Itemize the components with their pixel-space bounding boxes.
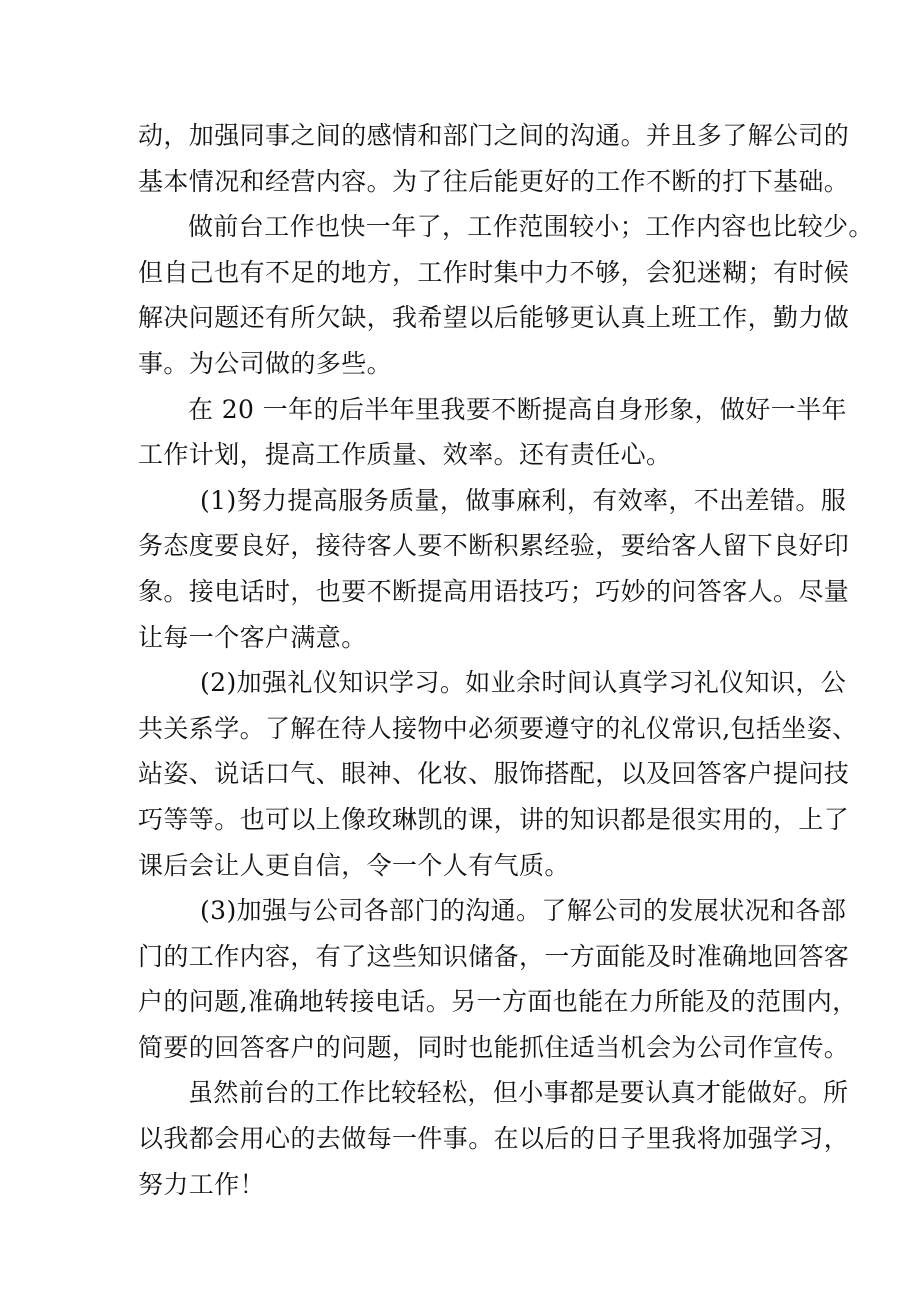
paragraph-conclusion [138, 1070, 850, 1207]
text-line: 站姿、说话口气、眼神、化妆、服饰搭配，以及回答客户提问技 [138, 759, 850, 789]
text-line: 解决问题还有所欠缺，我希望以后能够更认真上班工作，勤力做 [138, 303, 850, 333]
text-line: 让每一个客户满意。 [138, 622, 367, 652]
paragraph-reflection [138, 204, 874, 386]
text-line: (3)加强与公司各部门的沟通。了解公司的发展状况和各部 [200, 896, 847, 926]
text-line: 基本情况和经营内容。为了往后能更好的工作不断的打下基础。 [138, 166, 850, 196]
text-line: 务态度要良好，接待客人要不断积累经验，要给客人留下良好印 [138, 531, 850, 561]
text-line: 努力工作！ [138, 1169, 266, 1199]
text-line: (1)努力提高服务质量，做事麻利，有效率，不出差错。服 [200, 485, 847, 515]
paragraph-plan-intro [138, 387, 847, 478]
document-body [138, 113, 874, 1207]
text-line: 但自己也有不足的地方，工作时集中力不够，会犯迷糊；有时候 [138, 257, 850, 287]
paragraph-intro-continued [138, 113, 850, 204]
paragraph-plan-item-3 [138, 888, 858, 1070]
text-line: 在 20 一年的后半年里我要不断提高自身形象，做好一半年 [188, 394, 847, 424]
text-line: 象。接电话时，也要不断提高用语技巧；巧妙的问答客人。尽量 [138, 576, 850, 606]
text-line: 门的工作内容，有了这些知识储备，一方面能及时准确地回答客 [138, 941, 850, 971]
text-line: 共关系学。了解在待人接物中必须要遵守的礼仪常识,包括坐姿、 [138, 713, 858, 743]
text-line: 以我都会用心的去做每一件事。在以后的日子里我将加强学习， [138, 1124, 850, 1154]
text-line: 事。为公司做的多些。 [138, 348, 393, 378]
text-line: 虽然前台的工作比较轻松，但小事都是要认真才能做好。所 [188, 1078, 849, 1108]
text-line: 巧等等。也可以上像玫琳凯的课，讲的知识都是很实用的，上了 [138, 804, 850, 834]
text-line: 户的问题,准确地转接电话。另一方面也能在力所能及的范围内， [138, 987, 858, 1017]
paragraph-plan-item-1 [138, 478, 850, 660]
text-line: 工作计划，提高工作质量、效率。还有责任心。 [138, 440, 672, 470]
text-line: 做前台工作也快一年了，工作范围较小；工作内容也比较少。 [188, 212, 874, 242]
text-line: 简要的回答客户的问题，同时也能抓住适当机会为公司作宣传。 [138, 1032, 850, 1062]
text-line: (2)加强礼仪知识学习。如业余时间认真学习礼仪知识，公 [200, 668, 847, 698]
text-line: 动，加强同事之间的感情和部门之间的沟通。并且多了解公司的 [138, 121, 850, 150]
text-line: 课后会让人更自信，令一个人有气质。 [138, 850, 570, 880]
paragraph-plan-item-2 [138, 660, 858, 888]
